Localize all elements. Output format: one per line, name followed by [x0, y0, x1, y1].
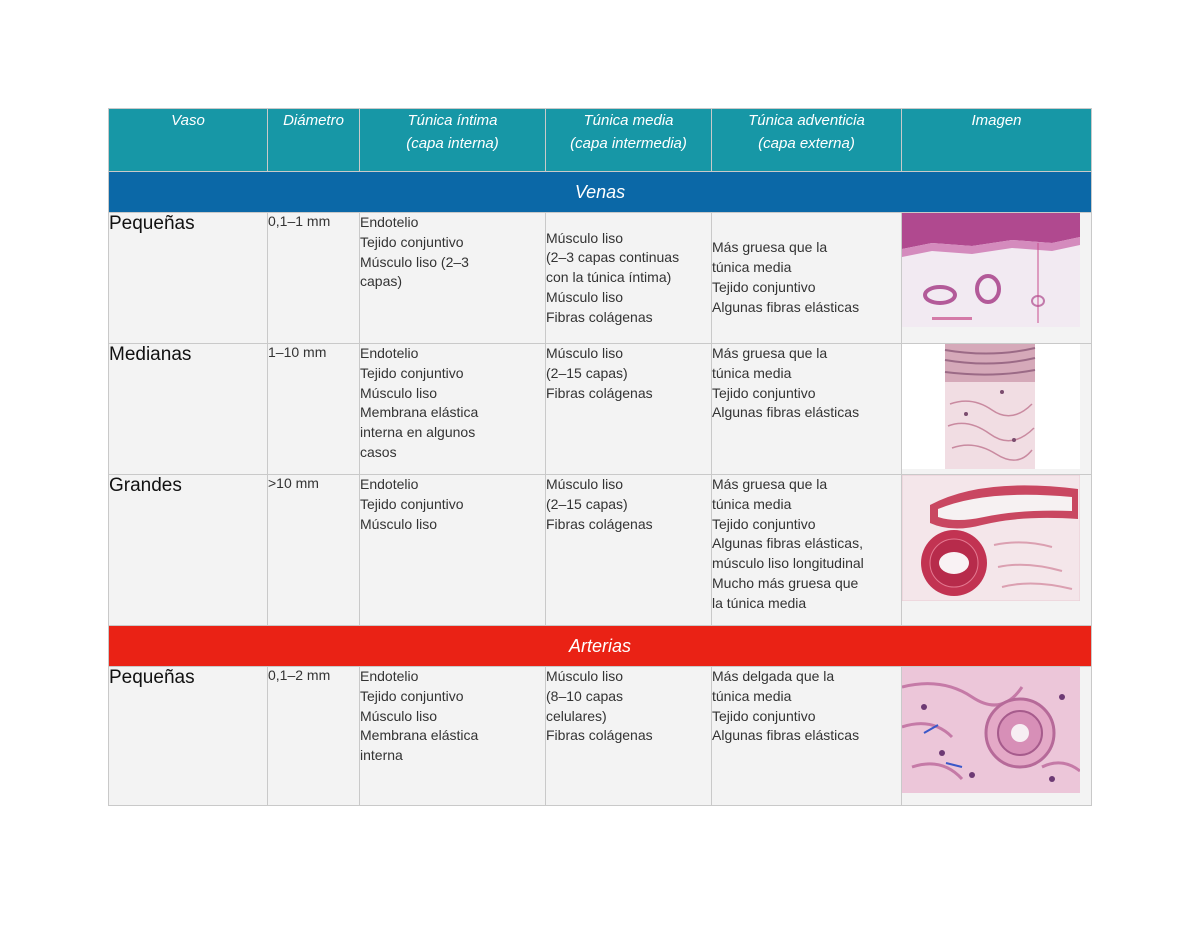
header-intima-line: (capa interna): [406, 135, 499, 152]
table-row: [109, 213, 1092, 344]
vaso-cell: Medianas: [109, 344, 268, 475]
diametro-cell: >10 mm: [268, 475, 360, 626]
cell-line: Tejido conjuntivo: [712, 515, 816, 532]
table-row: [109, 344, 1092, 475]
histology-small-vein-image: [902, 213, 1080, 327]
vaso-cell: Pequeñas: [109, 667, 268, 806]
intima-cell: [360, 344, 546, 475]
header-adventicia: [712, 109, 902, 172]
cell-line: Músculo liso: [360, 707, 438, 724]
histology-small-artery-image: [902, 667, 1080, 793]
cell-line: Músculo liso: [546, 476, 624, 492]
cell-line: Fibras colágenas: [546, 515, 653, 532]
cell-line: Músculo liso: [360, 515, 438, 532]
cell-line: Fibras colágenas: [546, 727, 653, 744]
media-cell: [546, 344, 712, 475]
adventicia-cell: [712, 667, 902, 806]
media-cell: [546, 475, 712, 626]
adventicia-cell: [712, 213, 902, 344]
cell-line: Más gruesa que la: [712, 345, 828, 361]
table-row: [109, 667, 1092, 806]
imagen-cell: [902, 475, 1092, 626]
histology-large-vein-artery-image: [902, 475, 1080, 601]
cell-line: Fibras colágenas: [546, 308, 653, 325]
header-imagen: Imagen: [902, 109, 1092, 172]
cell-line: capas): [360, 273, 403, 290]
cell-line: Más delgada que la: [712, 668, 835, 684]
cell-line: interna: [360, 747, 403, 764]
cell-line: Endotelio: [360, 668, 419, 684]
cell-line: Más gruesa que la: [712, 239, 828, 256]
intima-cell: [360, 667, 546, 806]
cell-line: Mucho más gruesa que: [712, 574, 859, 591]
cell-line: Músculo liso: [546, 229, 624, 246]
section-row-venas: [109, 172, 1092, 213]
intima-cell: [360, 475, 546, 626]
cell-line: Algunas fibras elásticas: [712, 298, 860, 315]
vaso-cell: Grandes: [109, 475, 268, 626]
cell-line: Algunas fibras elásticas: [712, 404, 860, 421]
media-cell: [546, 667, 712, 806]
header-intima: [360, 109, 546, 172]
cell-line: Tejido conjuntivo: [712, 384, 816, 401]
cell-line: túnica media: [712, 364, 792, 381]
cell-line: la túnica media: [712, 594, 807, 611]
adventicia-cell: [712, 344, 902, 475]
cell-line: Endotelio: [360, 214, 419, 230]
cell-line: Endotelio: [360, 476, 419, 492]
intima-cell: [360, 213, 546, 344]
section-label-arterias: Arterias: [109, 626, 1092, 667]
adventicia-cell: [712, 475, 902, 626]
cell-line: (2–15 capas): [546, 364, 628, 381]
header-media-line: Túnica media: [583, 112, 674, 129]
cell-line: Fibras colágenas: [546, 384, 653, 401]
cell-line: Membrana elástica: [360, 727, 479, 744]
cell-line: Tejido conjuntivo: [360, 233, 464, 250]
vaso-cell: Pequeñas: [109, 213, 268, 344]
cell-line: con la túnica íntima): [546, 269, 672, 286]
diametro-cell: 0,1–1 mm: [268, 213, 360, 344]
cell-line: (2–3 capas continuas: [546, 249, 680, 266]
header-adventicia-line: (capa externa): [758, 135, 855, 152]
section-label-venas: Venas: [109, 172, 1092, 213]
header-row: [109, 109, 1092, 172]
section-row-arterias: [109, 626, 1092, 667]
cell-line: Tejido conjuntivo: [712, 279, 816, 295]
table-row: [109, 475, 1092, 626]
cell-line: Músculo liso: [546, 668, 624, 684]
cell-line: (8–10 capas: [546, 687, 624, 704]
cell-line: Endotelio: [360, 345, 419, 361]
cell-line: Músculo liso (2–3: [360, 253, 469, 270]
cell-line: interna en algunos: [360, 424, 476, 441]
header-diametro: Diámetro: [268, 109, 360, 172]
cell-line: Membrana elástica: [360, 404, 479, 421]
cell-line: túnica media: [712, 687, 792, 704]
cell-line: Tejido conjuntivo: [360, 495, 464, 512]
histology-medium-vein-image: [902, 344, 1080, 469]
header-vaso: Vaso: [109, 109, 268, 172]
cell-line: celulares): [546, 707, 607, 724]
cell-line: Músculo liso: [360, 384, 438, 401]
cell-line: Tejido conjuntivo: [360, 687, 464, 704]
cell-line: músculo liso longitudinal: [712, 555, 864, 572]
cell-line: Músculo liso: [546, 288, 624, 305]
imagen-cell: [902, 344, 1092, 475]
header-media: [546, 109, 712, 172]
imagen-cell: [902, 213, 1092, 344]
diametro-cell: 1–10 mm: [268, 344, 360, 475]
cell-line: Músculo liso: [546, 345, 624, 361]
imagen-cell: [902, 667, 1092, 806]
header-intima-line: Túnica íntima: [407, 112, 498, 129]
cell-line: túnica media: [712, 495, 792, 512]
header-media-line: (capa intermedia): [570, 135, 687, 152]
cell-line: Tejido conjuntivo: [360, 364, 464, 381]
cell-line: Tejido conjuntivo: [712, 707, 816, 724]
cell-line: Algunas fibras elásticas,: [712, 535, 863, 552]
cell-line: túnica media: [712, 259, 792, 276]
diametro-cell: 0,1–2 mm: [268, 667, 360, 806]
header-adventicia-line: Túnica adventicia: [748, 112, 865, 129]
vessel-comparison-table: [108, 108, 1092, 806]
cell-line: Algunas fibras elásticas: [712, 727, 860, 744]
cell-line: (2–15 capas): [546, 495, 628, 512]
cell-line: Más gruesa que la: [712, 476, 828, 492]
media-cell: [546, 213, 712, 344]
cell-line: casos: [360, 443, 397, 460]
